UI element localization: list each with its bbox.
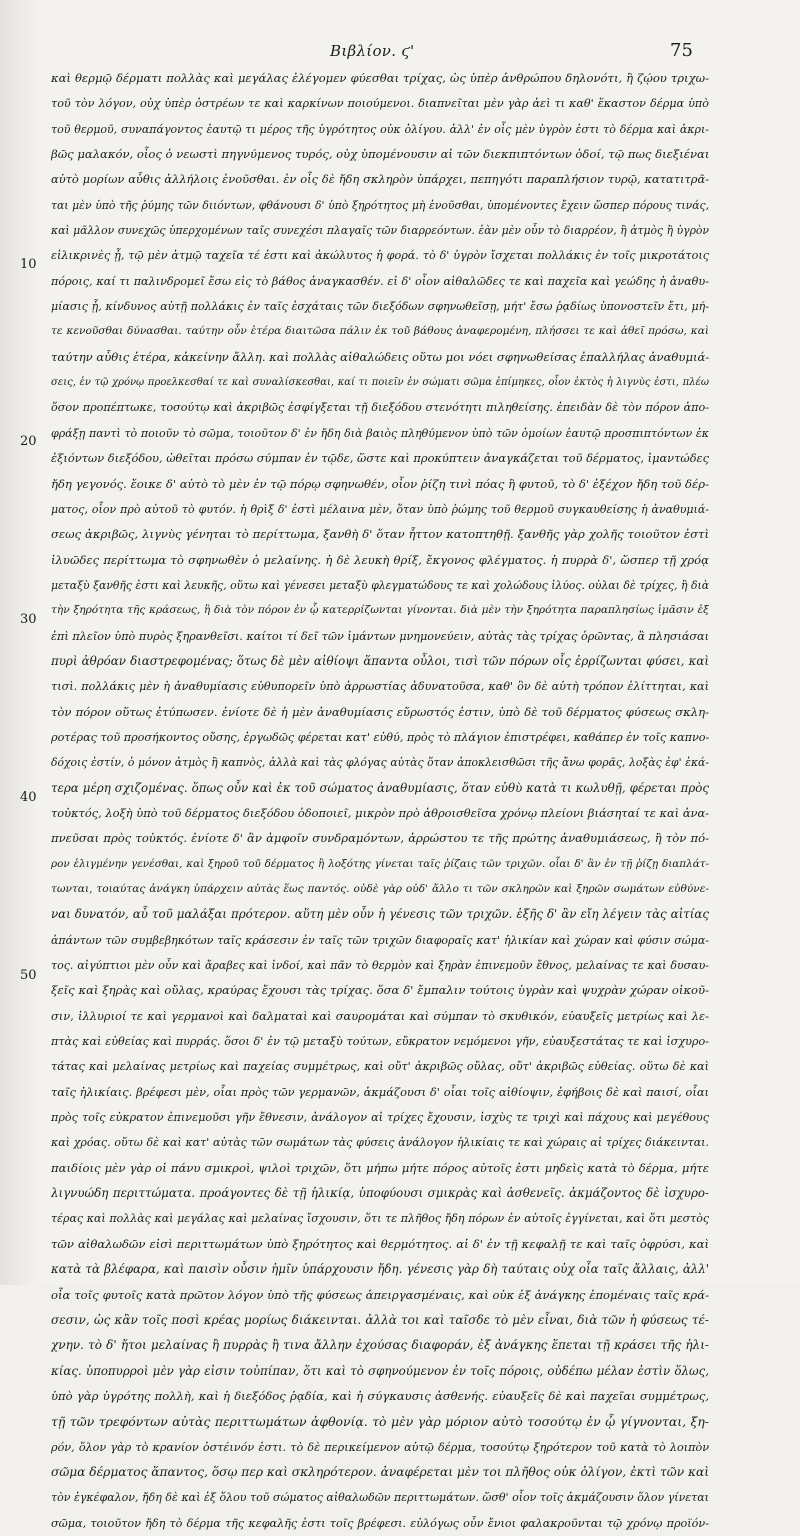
text-line: τάτας καὶ μελαίνας μετρίως καὶ παχείας συμμέτρως, καὶ οὔτ' ἀκριβῶς οὔλας, οὔτ' ἀκριβῶς εὐθείας. οὕτω δὲ καὶ bbox=[51, 1060, 709, 1074]
text-line: καὶ θερμῷ δέρματι πολλὰς καὶ μεγάλας ἐλέγομεν φύεσθαι τρίχας, ὡς ὑπὲρ ἀνθρώπου δηλονότι, ἢ ζῴου τριχω- bbox=[51, 71, 709, 85]
text-line: ρον ἑλιγμένην γενέσθαι, καὶ ξηροῦ τοῦ δέρματος ἢ λοξότης γίνεται ταῖς ῥίζαις τῶν τριχῶν. οἷαι δ' ἂν ἐν τῇ ῥίζῃ διαπλάτ- bbox=[51, 857, 709, 870]
text-line: πυρὶ ἀθρόαν διαστρεφομένας; ὅτως δὲ μὲν αἰθίοψι ἅπαντα οὖλοι, τισὶ τῶν πόρων οἷς ἐρρίζωνται φύσει, καὶ bbox=[51, 653, 709, 668]
text-line: ταῖς ἡλικίαις. βρέφεσι μὲν, οἷαι πρὸς τῶν γερμανῶν, ἀκμάζουσι δ' οἷαι τοῖς αἰθίοψιν, ἐφήβοις δὲ καὶ παισί, οἷαι bbox=[51, 1084, 709, 1099]
text-line: μίασις ᾖ, κίνδυνος αὐτῇ πολλάκις ἐν ταῖς ἐσχάταις τῶν διεξόδων σφηνωθεῖσῃ, μήτ' ἔσω ῥᾳδίως ὑπονοστεῖν ἔτι, μή- bbox=[51, 300, 709, 314]
text-line: πτὰς καὶ εὐθείας καὶ πυρράς. ὅσοι δ' ἐν τῷ μεταξὺ τούτων, εὔκρατον νεμόμενοι γῆν, εὐαυξεστάτας τε καὶ ἰσχυρο- bbox=[51, 1035, 709, 1049]
text-line: τῶν αἰθαλωδῶν εἰσὶ περιττωμάτων ὑπὸ ξηρότητος καὶ θερμότητος. αἱ δ' ἐν τῇ κεφαλῇ τε καὶ ταῖς ὀφρύσι, καὶ bbox=[51, 1236, 709, 1251]
text-line: σεως ἀκριβῶς, λιγνὺς γένηται τὸ περίττωμα, ξανθὴ δ' ὅταν ἦττον κατοπτηθῇ. ξανθῆς γὰρ χολῆς τοιοῦτον ἐστὶ bbox=[51, 527, 709, 542]
text-line: τέρας καὶ πολλὰς καὶ μεγάλας καὶ μελαίνας ἴσχουσιν, ὅτι τε πλῆθος ἤδη πόρων ἐν αὐτοῖς ἐγγίνεται, καὶ ὅτι μεστὸς bbox=[51, 1212, 709, 1226]
text-line: τὴν ξηρότητα τῆς κράσεως, ἢ διὰ τὸν πόρον ἐν ᾧ κατερρίζωνται γίνονται. διὰ μὲν τὴν ξηρότητα παραπλησίως ἱμᾶσιν ἐξ bbox=[51, 604, 709, 617]
text-line: σεσιν, ὡς κἂν τοῖς ποσὶ κρέας μορίως διάκεινται. ἀλλὰ τοι καὶ ταῖσδε τὸ μὲν εἶναι, διὰ τῶν ἡ φύσεως τέ- bbox=[51, 1312, 709, 1327]
text-line: τε κενοῦσθαι δύνασθαι. ταύτην οὖν ἑτέρα διαιτῶσα πάλιν ἐκ τοῦ βάθους ἀναφερομένη, πλήσσει τε καὶ ἀθεῖ πρόσω, καὶ bbox=[51, 325, 709, 338]
text-line: τισὶ. πολλάκις μὲν ἡ ἀναθυμίασις εὐθυπορεῖν ὑπὸ ἀρρωστίας ἀδυνατοῦσα, καθ' ὃν δὲ αὐτὴ τρόπον ἐλίττηται, καὶ bbox=[51, 680, 709, 694]
text-line: τερα μέρη σχιζομένας. ὅπως οὖν καὶ ἐκ τοῦ σώματος ἀναθυμίασις, ὅταν εὐθὺ κατὰ τι κωλυθῇ, φέρεται πρὸς bbox=[51, 780, 709, 795]
text-line: καὶ χρόας. οὕτω δὲ καὶ κατ' αὐτὰς τῶν σωμάτων τὰς φύσεις ἀνάλογον ἡλικίαις τε καὶ χώραις αἱ τρίχες διάκεινται. bbox=[51, 1136, 709, 1150]
text-line: τοὐκτός, λοξὴ ὑπὸ τοῦ δέρματος διεξόδου ὁδοποιεῖ, μικρὸν πρὸ ἀθροισθεῖσα χρόνῳ πλείονι βιάσηταί τε καὶ ἀνα- bbox=[51, 805, 709, 820]
text-line: εἰλικρινὲς ᾖ, τῷ μὲν ἀτμῷ ταχεῖα τέ ἐστι καὶ ἀκώλυτος ἡ φορά. τὸ δ' ὑγρὸν ἴσχεται πολλάκις ἐν τοῖς μικροτάτοις bbox=[51, 249, 709, 263]
text-line: φράξῃ παντὶ τὸ ποιοῦν τὸ σῶμα, τοιοῦτον δ' ἐν ἤδη διὰ βαιὸς πληθύμενον ὑπὸ τῶν ὁμοίων ἑαυτῷ προσπιπτόντων ἐκ bbox=[51, 426, 709, 440]
text-line: τωνται, τοιαύτας ἀνάγκη ὑπάρχειν αὐτὰς ἕως παντός. οὐδὲ γὰρ οὐδ' ἄλλο τι τῶν σκληρῶν καὶ ξηρῶν σωμάτων εὐθύνε- bbox=[51, 883, 709, 895]
text-line: οἷα τοῖς φυτοῖς κατὰ πρῶτον λόγον ὑπὸ τῆς φύσεως ἀπειργασμέναις, καὶ οὐκ ἐξ ἀνάγκης ἑπομέναις ταῖς κρά- bbox=[51, 1287, 709, 1302]
text-line: πόροις, καί τι παλινδρομεῖ ἔσω εἰς τὸ βάθος ἀναγκασθέν. εἰ δ' οἷον αἰθαλῶδες τε καὶ παχεῖα καὶ γεώδης ἡ ἀναθυ- bbox=[51, 274, 709, 288]
text-line: καὶ μᾶλλον συνεχῶς ὑπερχομένων ταῖς συνεχέσι πλαγαῖς τῶν διαρρεόντων. ἐὰν μὲν οὖν τὸ διαρρέον, ἢ ἀτμὸς ἢ ὑγρὸν bbox=[51, 224, 709, 238]
text-line: βῶς μαλακόν, οἷος ὁ νεωστὶ πηγνύμενος τυρός, οὐχ ὑπομένουσιν αἱ τῶν διεκπιπτόντων ὁδοί, τῷ πως διεξιέναι bbox=[51, 147, 709, 162]
binding-gutter bbox=[0, 0, 38, 1285]
text-line: δόχοις ἐστίν, ὁ μόνον ἀτμὸς ἢ καπνὸς, ἀλλὰ καὶ τὰς φλόγας αὐτὰς ὅταν ἀποκλεισθῶσι τῆς ἄνω φορᾶς, λοξὰς ἐφ' ἑκά- bbox=[51, 756, 709, 770]
text-line: ἤδη γεγονός. ἔοικε δ' αὐτὸ τὸ μὲν ἐν τῷ πόρῳ σφηνωθέν, οἷον ῥίζη τινὶ πόας ἢ φυτοῦ, τὸ δ' ἐξέχον ἤδη τοῦ δέρ- bbox=[51, 476, 709, 491]
text-line: πρὸς τοῖς εὐκρατον ἐπινεμοῦσι γῆν ἔθνεσιν, ἀνάλογον αἱ τρίχες ἔχουσιν, ἰσχὺς τε τριχὶ καὶ πάχους καὶ μεγέθους bbox=[51, 1111, 709, 1125]
text-line: χνην. τὸ δ' ἤτοι μελαίνας ἢ πυρρὰς ἢ τινα ἄλλην ἐχούσας διαφοράν, ἐξ ἀνάγκης ἕπεται τῇ κράσει τῆς ἡλι- bbox=[51, 1338, 709, 1353]
text-line: ὑπὸ γὰρ ὑγρότης πολλὴ, καὶ ἡ διεξόδος ῥᾳδία, καὶ ἡ σύγκαυσις ἀσθενής. εὐαυξεῖς δὲ καὶ παχεῖαι συμμέτρως, bbox=[51, 1388, 709, 1403]
text-line: ἰλυῶδες περίττωμα τὸ σφηνωθὲν ὁ μελαίνης. ἡ δὲ λευκὴ θρίξ, ἔκγονος φλέγματος. ἡ πυρρὰ δ', ὥσπερ τῇ χρόᾳ bbox=[51, 552, 709, 567]
line-number: 40 bbox=[20, 790, 37, 805]
running-head: Βιβλίον. ϛ' bbox=[330, 42, 415, 60]
text-line: λιγνυώδη περιττώματα. προάγοντες δὲ τῇ ἡλικίᾳ, ὑποφύουσι σμικρὰς καὶ ἀσθενεῖς. ἀκμάζοντος δὲ ἰσχυρο- bbox=[51, 1186, 709, 1201]
text-line: αὐτὸ μορίων αὖθις ἀλλήλοις ἐνοῦσθαι. ἐν οἷς δὲ ἤδη σκληρὸν ὑπάρχει, πεπηγότι παραπλήσιον τυρῷ, κατατιτρᾶ- bbox=[51, 172, 709, 187]
line-number: 30 bbox=[20, 612, 37, 627]
text-line: ἐπὶ πλεῖον ὑπὸ πυρὸς ξηρανθεῖσι. καίτοι τί δεῖ τῶν ἱμάντων μνημονεύειν, αὐτὰς τὰς τρίχας ὁρῶντας, ἃ πλησιάσαι bbox=[51, 629, 709, 643]
text-line: ναι δυνατόν, αὖ τοῦ μαλάξαι πρότερον. αὕτη μὲν οὖν ἡ γένεσις τῶν τριχῶν. ἑξῆς δ' ἂν εἴη λέγειν τὰς αἰτίας bbox=[51, 907, 709, 922]
text-line: τος. αἰγύπτιοι μὲν οὖν καὶ ἄραβες καὶ ἰνδοί, καὶ πᾶν τὸ θερμὸν καὶ ξηρὰν ἐπινεμοῦν ἔθνος, μελαίνας τε καὶ δυσαυ- bbox=[51, 959, 709, 973]
line-number: 20 bbox=[20, 434, 37, 449]
greek-text-block bbox=[51, 66, 709, 1536]
text-line: ματος, οἷον πρὸ αὐτοῦ τὸ φυτόν. ἡ θρὶξ δ' ἐστὶ μέλαινα μὲν, ὅταν ὑπὸ ῥώμης τοῦ θερμοῦ συγκαυθείσης ἡ ἀναθυμιά- bbox=[51, 502, 709, 516]
text-line: παιδίοις μὲν γὰρ οἱ πάνυ σμικροὶ, ψιλοὶ τριχῶν, ὅτι μήπω μήτε πόρος αὐτοῖς ἐστι μηδεὶς κατὰ τὸ δέρμα, μήτε bbox=[51, 1160, 709, 1175]
text-line: ρόν, ὅλον γὰρ τὸ κρανίον ὀστέινόν ἐστι. τὸ δὲ περικείμενον αὐτῷ δέρμα, τοσούτῳ ξηρότερον τοῦ κατὰ τὸ λοιπὸν bbox=[51, 1440, 709, 1454]
text-line: τοῦ θερμοῦ, συναπάγοντος ἑαυτῷ τι μέρος τῆς ὑγρότητος οὐκ ὀλίγου. ἀλλ' ἐν οἷς μὲν ὑγρὸν ἐστι τὸ δέρμα καὶ ἀκρι- bbox=[51, 122, 709, 136]
text-line: κίας. ὑποπυρροὶ μὲν γὰρ εἰσιν τοὐπίπαν, ὅτι καὶ τὸ σφηνούμενον ἐν τοῖς πόροις, οὐδέπω μέλαν ἐστὶν ὅλως, bbox=[51, 1363, 709, 1378]
text-line: τῇ τῶν τρεφόντων αὐτὰς περιττωμάτων ἀφθονίᾳ. τὸ μὲν γὰρ μόριον αὐτὸ τοσούτῳ ἐν ᾧ γίγνονται, ξη- bbox=[51, 1414, 709, 1430]
text-line: ὅσον προπέπτωκε, τοσούτῳ καὶ ἀκριβῶς ἐσφίγξεται τῇ διεξόδου στενότητι πιληθείσης. ἐπειδὰν δὲ τὸν πόρον ἀπο- bbox=[51, 401, 709, 415]
text-line: ται μὲν ὑπὸ τῆς ῥύμης τῶν διιόντων, φθάνουσι δ' ὑπὸ ξηρότητος μὴ ἑνοῦσθαι, ὑπομένοντες ἔχειν ὥσπερ πόρους τινάς, bbox=[51, 198, 709, 212]
text-line: σῶμα δέρματος ἅπαντος, ὅσῳ περ καὶ σκληρότερον. ἀναφέρεται μὲν τοι πλῆθος οὐκ ὀλίγον, ἐκτὶ τῶν καὶ bbox=[51, 1464, 709, 1479]
text-line: κατὰ τὰ βλέφαρα, καὶ παισὶν οὖσιν ἡμῖν ὑπάρχουσιν ἤδη. γένεσις γὰρ δὴ ταύταις οὐχ οἷα ταῖς ἄλλαις, ἀλλ' bbox=[51, 1262, 709, 1277]
text-line: ἐξιόντων διεξόδου, ὠθεῖται πρόσω σύμπαν ἐν τῷδε, ὥστε καὶ προκύπτειν ἀναγκάζεται τοῦ δέρματος, ἱμαντώδες bbox=[51, 451, 709, 466]
text-line: τοῦ τὸν λόγον, οὐχ ὑπὲρ ὀστρέων τε καὶ καρκίνων ποιούμενοι. διαπνεῖται μὲν γὰρ ἀεὶ τι καθ' ἕκαστον δέρμα ὑπὸ bbox=[51, 97, 709, 111]
text-line: τὸν πόρον οὕτως ἐτύπωσεν. ἐνίοτε δὲ ἡ μὲν ἀναθυμίασις εὔρωστός ἐστιν, ὑπὸ δὲ τοῦ δέρματος φύσεως σκλη- bbox=[51, 704, 709, 719]
page-number: 75 bbox=[670, 40, 693, 61]
line-number: 50 bbox=[20, 968, 37, 983]
text-line: τὸν ἐγκέφαλον, ἤδη δὲ καὶ ἐξ ὅλου τοῦ σώματος αἰθαλωδῶν περιττωμάτων. ὥσθ' οἷον τοῖς ἀκμάζουσιν ὅλον γίνεται bbox=[51, 1491, 709, 1505]
text-line: ἁπάντων τῶν συμβεβηκότων ταῖς κράσεσιν ἐν ταῖς τῶν τριχῶν διαφοραῖς κατ' ἡλικίαν καὶ χώραν καὶ φύσιν σώμα- bbox=[51, 933, 709, 947]
text-line: σῶμα, τοιοῦτον ἤδη τὸ δέρμα τῆς κεφαλῆς ἐστι τοῖς βρέφεσι. εὐλόγως οὖν ἔνιοι φαλακροῦνται τῷ χρόνῳ προϊόν- bbox=[51, 1516, 709, 1530]
text-line: μεταξὺ ξανθῆς ἐστι καὶ λευκῆς, οὕτω καὶ γένεσει μεταξὺ φλεγματώδους τε καὶ χολώδους ἰλύος. οὐλαι δὲ τρίχες, ἢ διὰ bbox=[51, 578, 709, 592]
text-line: σεις, ἐν τῷ χρόνῳ προελκεσθαί τε καὶ συναλίσκεσθαι, καί τι ποιεῖν ἐν σώματι σῶμα ἐπίμηκες, οἷον ἐκτὸς ἡ λιγνὺς ἐστι, πλέω bbox=[51, 377, 709, 389]
text-line: ροτέρας τοῦ προσήκοντος οὔσης, ἐργωδῶς φέρεται κατ' εὐθύ, πρὸς τὸ πλάγιον ἐπιστρέφει, καθάπερ ἐν τοῖς καπνο- bbox=[51, 730, 709, 744]
text-line: πνεῦσαι πρὸς τοὐκτός. ἐνίοτε δ' ἂν ἀμφοῖν συνδραμόντων, ἀρρώστου τε τῆς πρώτης ἀναθυμιάσεως, ἢ τὸν πό- bbox=[51, 831, 709, 846]
text-line: σιν, ἰλλυριοί τε καὶ γερμανοὶ καὶ δαλματαὶ καὶ σαυρομάται καὶ σύμπαν τὸ σκυθικόν, εὐαυξεῖς μετρίως καὶ λε- bbox=[51, 1008, 709, 1023]
text-line: ξεῖς καὶ ξηρὰς καὶ οὔλας, κραύρας ἔχουσι τὰς τρίχας. ὅσα δ' ἔμπαλιν τούτοις ὑγρὰν καὶ ψυχρὰν χώραν οἰκοῦ- bbox=[51, 983, 709, 998]
text-line: ταύτην αὖθις ἑτέρα, κἀκείνην ἄλλη. καὶ πολλὰς αἰθαλώδεις οὕτω μοι νόει σφηνωθείσας ἐπαλλήλας ἀναθυμιά- bbox=[51, 349, 709, 364]
line-number: 10 bbox=[20, 257, 37, 272]
